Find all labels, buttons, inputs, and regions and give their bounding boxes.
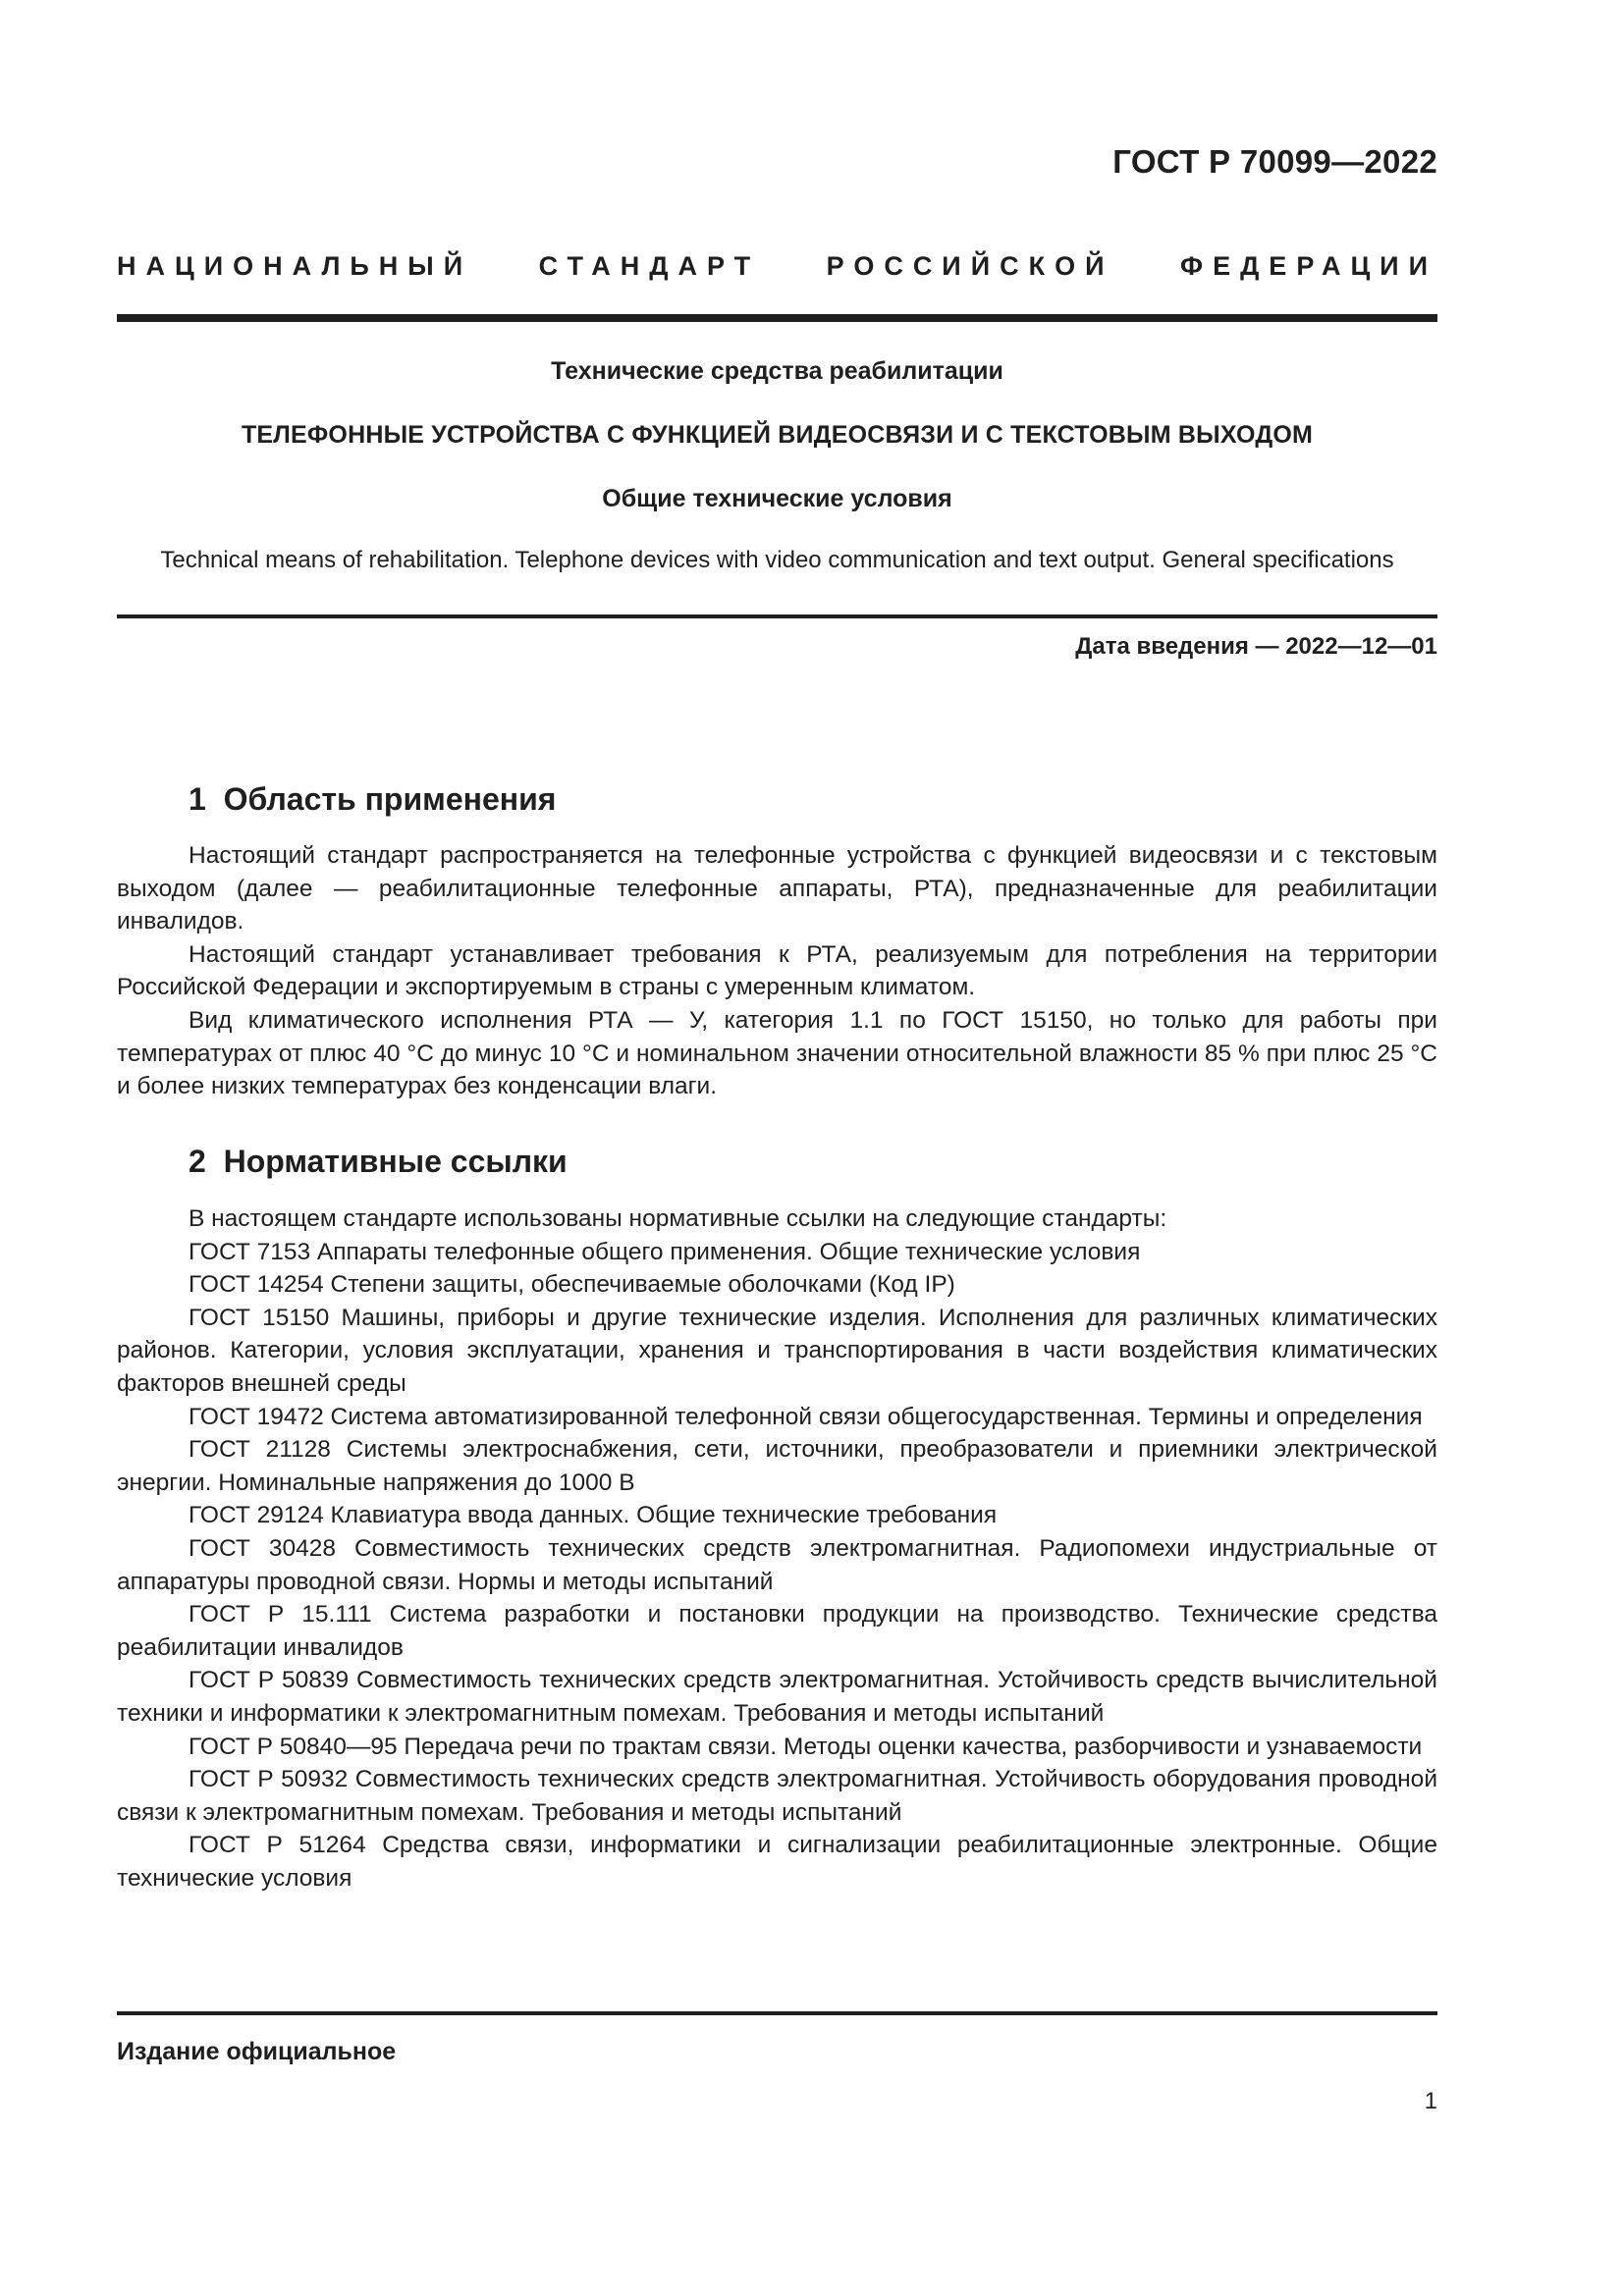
reference-item: ГОСТ 15150 Машины, приборы и другие технические изделия. Исполнения для различных климатических районов. Категории, условия эксплуатации, хранения и транспортирования в части воздействия климатических факторов внешней среды bbox=[117, 1304, 1437, 1397]
section-2-body bbox=[117, 1202, 1437, 1895]
reference-item: ГОСТ 14254 Степени защиты, обеспечиваемые оболочками (Код IP) bbox=[189, 1271, 955, 1299]
section-1-heading: 1 Область применения bbox=[189, 781, 557, 817]
paragraph: Настоящий стандарт устанавливает требования к РТА, реализуемым для потребления на территории Российской Федерации и экспортируемым в страны с умеренным климатом. bbox=[117, 940, 1437, 1001]
reference-item: ГОСТ 21128 Системы электроснабжения, сети, источники, преобразователи и приемники электрической энергии. Номинальные напряжения до 1000 В bbox=[117, 1436, 1437, 1496]
paragraph: Настоящий стандарт распространяется на телефонные устройства с функцией видеосвязи и с текстовым выходом (далее — реабилитационные телефонные аппараты, РТА), предназначенные для реабилитации инвалидов. bbox=[117, 842, 1437, 935]
footer-divider bbox=[117, 2011, 1437, 2015]
introduction-date: Дата введения — 2022—12—01 bbox=[1075, 633, 1437, 660]
page-number: 1 bbox=[1424, 2088, 1437, 2114]
paragraph: Вид климатического исполнения РТА — У, категория 1.1 по ГОСТ 15150, но только для работы при температурах от плюс 40 °С до минус 10 °С и номинальном значении относительной влажности 85 % при плюс 25 °С и более низких температурах без конденсации влаги. bbox=[117, 1006, 1437, 1100]
document-title: ТЕЛЕФОННЫЕ УСТРОЙСТВА С ФУНКЦИЕЙ ВИДЕОСВЯЗИ И С ТЕКСТОВЫМ ВЫХОДОМ bbox=[241, 421, 1314, 449]
reference-item: ГОСТ Р 50932 Совместимость технических средств электромагнитная. Устойчивость оборудования проводной связи к электромагнитным помехам. Требования и методы испытаний bbox=[117, 1766, 1437, 1826]
english-title: Technical means of rehabilitation. Telephone devices with video communication and text output. General specifications bbox=[160, 547, 1394, 573]
section-1-body bbox=[117, 839, 1437, 1103]
reference-item: ГОСТ Р 51264 Средства связи, информатики и сигнализации реабилитационные электронные. Общие технические условия bbox=[117, 1832, 1437, 1892]
official-edition-label: Издание официальное bbox=[117, 2038, 397, 2065]
reference-item: ГОСТ 19472 Система автоматизированной телефонной связи общегосударственная. Термины и определения bbox=[189, 1403, 1423, 1430]
section-2-heading: 2 Нормативные ссылки bbox=[189, 1144, 568, 1179]
paragraph: В настоящем стандарте использованы нормативные ссылки на следующие стандарты: bbox=[189, 1205, 1167, 1232]
reference-item: ГОСТ 30428 Совместимость технических средств электромагнитная. Радиопомехи индустриальные от аппаратуры проводной связи. Нормы и методы испытаний bbox=[117, 1534, 1437, 1595]
title-divider bbox=[117, 614, 1437, 618]
document-category: Технические средства реабилитации bbox=[551, 357, 1003, 385]
national-standard-banner: НАЦИОНАЛЬНЫЙ СТАНДАРТ РОССИЙСКОЙ ФЕДЕРАЦИИ bbox=[117, 251, 1437, 281]
document-subtitle: Общие технические условия bbox=[602, 485, 952, 512]
reference-item: ГОСТ 29124 Клавиатура ввода данных. Общие технические требования bbox=[189, 1502, 998, 1529]
reference-item: ГОСТ Р 15.111 Система разработки и постановки продукции на производство. Технические средства реабилитации инвалидов bbox=[117, 1601, 1437, 1661]
reference-item: ГОСТ Р 50840—95 Передача речи по трактам связи. Методы оценки качества, разборчивости и узнаваемости bbox=[189, 1733, 1423, 1760]
document-page bbox=[117, 0, 1437, 2296]
document-code: ГОСТ Р 70099—2022 bbox=[1112, 143, 1437, 180]
reference-item: ГОСТ Р 50839 Совместимость технических средств электромагнитная. Устойчивость средств вычислительной техники и информатики к электромагнитным помехам. Требования и методы испытаний bbox=[117, 1667, 1437, 1727]
header-divider bbox=[117, 314, 1437, 322]
reference-item: ГОСТ 7153 Аппараты телефонные общего применения. Общие технические условия bbox=[189, 1238, 1141, 1265]
